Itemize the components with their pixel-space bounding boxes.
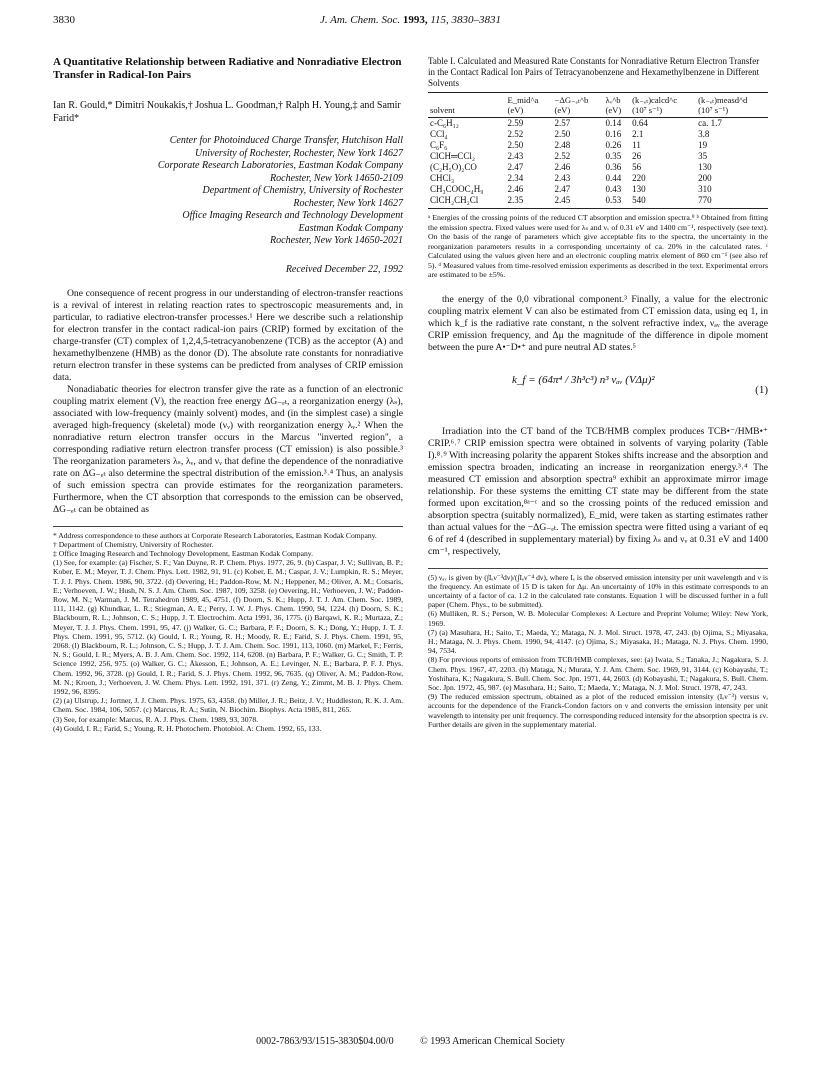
table-cell: 0.36: [605, 162, 622, 172]
table-cell: 2.52: [507, 129, 524, 139]
table-cell: 0.53: [604, 195, 631, 209]
affiliation-line: Rochester, New York 14627: [293, 197, 403, 209]
table-caption: Table I. Calculated and Measured Rate Constants for Nonradiative Return Electron Transfer in the Contact Radical Ion Pairs of Tetracyanobenzene and Hexamethylbenzene in Different Solvents: [428, 56, 760, 88]
table-row: [428, 173, 768, 184]
table-cell: 26: [632, 151, 642, 161]
table-notes: ᵃ Energies of the crossing points of the reduced CT absorption and emission spectra.⁹ ᵇ Obtained from fitting the emission spectra. Fixed values were used for λₛ and νᵥ of 0.31 eV and 1400 cm⁻¹, respectively (see text). On the basis of the range of parameters which give acceptable fits to the spectra, the uncertainty in the reorganization parameters results in a corresponding uncertainty of ca. 20% in the calculated rates. ᶜ Calculated using the values given here and an electronic coupling matrix element of 860 cm⁻¹ (see also ref 5). ᵈ Measured values from time-resolved emission experiments as described in the text. Experimental errors are estimated to be ±5%.: [428, 213, 768, 279]
affiliation-line: University of Rochester, Rochester, New York 14627: [195, 147, 403, 159]
table-cell: 2.46: [554, 162, 571, 172]
table-cell: ca. 1.7: [698, 118, 722, 128]
footnote: (9) The reduced emission spectrum, obtained as a plot of the reduced emission intensity (Iₑν⁻³) versus ν, accounts for the dependence of the Franck-Condon factors on ν and converts the emission intensity per unit wavelength to intensity per unit frequency. The corresponding reduced intensity for the absorption spectra is εν. Further details are given in the supplementary material.: [428, 692, 768, 729]
table-row: [428, 184, 768, 195]
table-cell: 2.47: [507, 162, 524, 172]
footnotes-right: [428, 568, 768, 729]
table-cell: 0.26: [605, 140, 622, 150]
table-cell: CH₃COOC₄H₉: [430, 184, 484, 194]
footnote: (7) (a) Masuhara, H.; Saito, T.; Maeda, Y.; Mataga, N. J. Mol. Struct. 1978, 47, 243. (b) Ojima, S.; Miyasaka, H.; Mataga, N. J. Phys. Chem. 1990, 94, 4147. (c) Ojima, S.; Miyasaka, H.; Mataga, N. J. Phys. Chem. 1990, 94, 7534.: [428, 627, 768, 656]
table-cell: 2.50: [554, 129, 571, 139]
body-paragraph: One consequence of recent progress in our understanding of electron-transfer reactions is a revival of interest in relating reaction rates to spectroscopic measurements and, in particular, to radiative electron-transfer processes.¹ Here we describe such a relationship for electron transfer in the contact radical-ion pairs (CRIP) formed by excitation of the charge-transfer (CT) complex of 1,2,4,5-tetracyanobenzene (TCB) as the acceptor (A) and hexamethylbenzene (HMB) as the donor (D). The absolute rate constants for nonradiative return electron transfer in these systems can be predicted from analyses of CRIP emission data.: [53, 287, 403, 383]
table-header-cell: E_mid^a: [506, 93, 553, 106]
affiliation-line: Center for Photoinduced Charge Transfer, Hutchison Hall: [169, 135, 403, 146]
table-cell: 0.35: [605, 151, 622, 161]
article-code: 0002-7863/93/1515-3830$04.00/0: [256, 1036, 394, 1047]
affiliation-line: Office Imaging Research and Technology Development: [182, 210, 403, 221]
author-list: Ian R. Gould,* Dimitri Noukakis,† Joshua L. Goodman,† Ralph H. Young,‡ and Samir Farid*: [53, 100, 401, 124]
body-paragraph: Irradiation into the CT band of the TCB/HMB complex produces TCB•⁻/HMB•⁺ CRIP.⁶˒⁷ CRIP emission spectra were obtained in solvents of varying polarity (Table I).⁸˒⁹ With increasing polarity the apparent Stokes shifts increase and the absorption and emission spectra broaden, indicating an increase in reorganization energy.³˒⁴ The measured CT emission and absorption spectra⁹ exhibit an approximate mirror image relationship. For these systems the emitting CT state may be different from the state formed upon excitation,⁸ᵃ⁻ᶜ and so the crossing points of the reduced emission and absorption spectra (suitably normalized), E_mid, were taken as starting estimates rather than actual values for the −ΔG₋ₑₜ. The emission spectra were fitted using a variant of eq 6 of ref 4 (described in supplementary material) by fixing λₛ and νᵥ at 0.31 eV and 1400 cm⁻¹, respectively,: [428, 425, 768, 557]
table-header-cell: (eV): [604, 105, 631, 118]
copyright-notice: © 1993 American Chemical Society: [420, 1036, 565, 1047]
table-row: [428, 162, 768, 173]
body-paragraph: Nonadiabatic theories for electron transfer give the rate as a function of an electronic coupling matrix element (V), the reaction free energy ΔG₋ₑₜ, a reorganization energy (λₛ), associated with low-frequency (mainly solvent) modes, and (in the simplest case) a single averaged high-frequency (skeletal) mode (νᵥ) with reorganization energy λᵥ.² When the nonradiative return electron transfer occurs in the Marcus "inverted region", a corresponding radiative return electron transfer process (CT emission) is also possible.³ The reorganization parameters λₛ, λᵥ, and νᵥ that define the dependence of the nonradiative rate on ΔG₋ₑₜ also determine the spectral distribution of the emission.³˒⁴ Thus, an analysis of such emission spectra can provide estimates for the reorganization parameters. Furthermore, when the CT absorption that corresponds to the emission can be observed, ΔG₋ₑₜ can be obtained as: [53, 383, 403, 515]
table-cell: 2.50: [507, 140, 524, 150]
table-row: [428, 151, 768, 162]
running-header: [53, 14, 768, 28]
table-cell: 2.45: [552, 195, 603, 209]
body-paragraph: the energy of the 0,0 vibrational component.³ Finally, a value for the electronic coupling matrix element V can also be estimated from CT emission data, using eq 1, in which k_f is the radiative rate constant, n the solvent refractive index, νₐᵥ the average CRIP emission frequency, and Δμ the magnitude of the difference in dipole moment between the pure A•⁻D•⁺ and pure neutral AD states.⁵: [428, 293, 768, 353]
footnote: (2) (a) Ulstrup, J.; Jortner, J. J. Chem. Phys. 1975, 63, 4358. (b) Miller, J. R.; Beitz, J. V.; Huddleston, R. K. J. Am. Chem. Soc. 1984, 106, 5057. (c) Marcus, R. A.; Sutin, N. Biochim. Biophys. Acta 1985, 811, 265.: [53, 696, 403, 715]
table-cell: (C₂H₅O)₂CO: [430, 162, 477, 172]
table-header-cell: −ΔG₋ₑₜ^b: [552, 93, 603, 106]
table-cell: 2.47: [554, 184, 571, 194]
table-cell: ClCH═CCl₂: [430, 151, 476, 161]
table-header-cell: (eV): [552, 105, 603, 118]
table-cell: CCl₄: [430, 129, 448, 139]
affiliation-line: Rochester, New York 14650-2021: [270, 235, 403, 246]
received-date: Received December 22, 1992: [285, 263, 403, 275]
table-cell: 0.64: [632, 118, 648, 128]
table-cell: 130: [632, 184, 646, 194]
footnote: (3) See, for example: Marcus, R. A. J. Phys. Chem. 1989, 93, 3078.: [53, 714, 259, 724]
table-cell: 770: [696, 195, 768, 209]
table-cell: 2.34: [507, 173, 524, 183]
footnote: * Address correspondence to these authors at Corporate Research Laboratories, Eastman Kodak Company.: [53, 530, 377, 540]
table-cell: 540: [630, 195, 696, 209]
footnotes-left: [53, 526, 403, 733]
table-cell: 0.16: [605, 129, 622, 139]
table-row: [428, 140, 768, 151]
table-cell: 2.35: [506, 195, 553, 209]
table-cell: 310: [698, 184, 712, 194]
table-cell: 2.52: [554, 151, 571, 161]
table-header-cell: (k₋ₑₜ)measd^d: [696, 93, 768, 106]
table-header-cell: [428, 93, 506, 106]
table-cell: c-C₆H₁₂: [430, 118, 459, 128]
table-row: [428, 129, 768, 140]
rate-constants-table: [428, 92, 768, 209]
left-column: [53, 56, 403, 733]
table-cell: 2.43: [507, 151, 524, 161]
page-number: 3830: [53, 14, 75, 26]
table-row: [428, 195, 768, 209]
equation-1: [428, 360, 768, 416]
journal-citation: J. Am. Chem. Soc. 1993, 115, 3830–3831: [319, 14, 502, 26]
affiliation-line: Corporate Research Laboratories, Eastman Kodak Company: [157, 160, 403, 171]
footnote: (1) See, for example: (a) Fischer, S. F.; Van Duyne, R. P. Chem. Phys. 1977, 26, 9. (b) Caspar, J. V.; Sullivan, B. P.; Kober, E. M.; Meyer, T. J. Chem. Phys. Lett. 1982, 91, 91. (c) Kober, E. M.; Caspar, J. V.; Lumpkin, R. S.; Meyer, T. J. J. Phys. Chem. 1986, 90, 3722. (d) Oevering, H.; Paddon-Row, M. N.; Heppener, M.; Oliver, A. M.; Cotsaris, E.; Verhoeven, J. W.; Hush, N. S. J. Am. Chem. Soc. 1987, 109, 3258. (e) Oevering, H.; Verhoeven, J. W.; Paddon-Row, M. N.; Warman, J. M. Tetrahedron 1989, 45, 4751. (f) Doorn, S. K.; Hupp, J. T. J. Am. Chem. Soc. 1989, 111, 1142. (g) Khundkar, L. R.; Stiegman, A. E.; Perry, J. W. J. Phys. Chem. 1990, 94, 1224. (h) Doorn, S. K.; Blackbourn, R. L.; Johnson, C. S.; Hupp, J. T. Electrochim. Acta 1991, 36, 1775. (i) Barqawi, K. R.; Murtaza, Z.; Meyer, T. J. J. Phys. Chem. 1991, 95, 47. (j) Walker, G. C.; Barbara, P. F.; Doorn, S. K.; Dong, Y.; Hupp, J. T. J. Phys. Chem. 1991, 95, 5712. (k) Gould, I. R.; Young, R. H.; Moody, R. E.; Farid, S. J. Phys. Chem. 1991, 95, 2068. (l) Blackbourn, R. L.; Johnson, C. S.; Hupp, J. T. J. Am. Chem. Soc. 1991, 113, 1060. (m) Markel, F.; Ferris, N. S.; Gould, I. R.; Myers, A. B. J. Am. Chem. Soc. 1992, 114, 6208. (n) Barbara, P. F.; Walker, G. C.; Smith, T. P. Science 1992, 256, 975. (o) Walker, G. C.; Åkesson, E.; Johnson, A. E.; Levinger, N. E.; Barbara, P. F. J. Phys. Chem. 1992, 96, 3728. (p) Gould, I. R.; Farid, S. J. Phys. Chem. 1992, 96, 7635. (q) Oliver, A. M.; Paddon-Row, M. N.; Kroon, J.; Verhoeven, J. W. Chem. Phys. Lett. 1992, 191, 371. (r) Zeng, Y.; Zimmt, M. B. J. Phys. Chem. 1992, 96, 8395.: [53, 558, 403, 696]
table-header-cell: (10⁷ s⁻¹): [630, 105, 696, 118]
table-cell: 0.44: [605, 173, 622, 183]
table-row: [428, 118, 768, 130]
affiliations: [53, 135, 403, 248]
table-cell: 19: [698, 140, 708, 150]
table-cell: 0.14: [605, 118, 622, 128]
footnote: (6) Mulliken, R. S.; Person, W. B. Molecular Complexes: A Lecture and Preprint Volume; Wiley: New York, 1969.: [428, 609, 768, 628]
table-cell: 2.59: [507, 118, 524, 128]
table-header-cell: λᵥ^b: [604, 93, 631, 106]
footnote: (8) For previous reports of emission from TCB/HMB complexes, see: (a) Iwata, S.; Tanaka, J.; Nagakura, S. J. Chem. Phys. 1967, 47, 2203. (b) Mataga, N.; Murata, Y. J. Am. Chem. Soc. 1969, 91, 3144. (c) Kobayashi, T.; Yoshihara, K.; Nagakura, S. Bull. Chem. Soc. Jpn. 1971, 44, 2603. (d) Kobayashi, T.; Nagakura, S. Bull. Chem. Soc. Jpn. 1972, 45, 987. (e) Masuhara, H.; Saito, T.; Maeda, Y.; Mataga, N. J. Mol. Struct. 1978, 47, 243.: [428, 655, 768, 692]
equation-number: (1): [755, 383, 768, 396]
footnote: (4) Gould, I. R.; Farid, S.; Young, R. H. Photochem. Photobiol. A: Chem. 1992, 65, 133.: [53, 723, 322, 733]
article-title: A Quantitative Relationship between Radiative and Nonradiative Electron Transfer in Radical-Ion Pairs: [53, 56, 402, 81]
table-header-cell: (eV): [506, 105, 553, 118]
table-cell: 2.1: [632, 129, 644, 139]
table-header-cell: solvent: [428, 105, 506, 118]
equation-text: k_f = (64π⁴ / 3h³c³) n³ νₐᵥ (VΔμ)²: [512, 373, 655, 386]
affiliation-line: Eastman Kodak Company: [298, 222, 403, 234]
page-footer: [0, 1036, 821, 1047]
table-header-cell: (k₋ₑₜ)calcd^c: [630, 93, 696, 106]
table-cell: C₆F₆: [430, 140, 448, 150]
table-cell: 220: [632, 173, 646, 183]
affiliation-line: Rochester, New York 14650-2109: [270, 172, 403, 184]
table-cell: 130: [698, 162, 712, 172]
table-cell: 35: [698, 151, 708, 161]
table-cell: 2.43: [554, 173, 571, 183]
footnote: ‡ Office Imaging Research and Technology Development, Eastman Kodak Company.: [53, 548, 313, 558]
table-cell: 3.8: [698, 129, 710, 139]
table-cell: 2.48: [554, 140, 571, 150]
table-cell: 200: [698, 173, 712, 183]
table-cell: 2.57: [554, 118, 571, 128]
affiliation-line: Department of Chemistry, University of Rochester: [202, 185, 403, 196]
footnote: † Department of Chemistry, University of Rochester.: [53, 539, 214, 549]
table-cell: 0.43: [605, 184, 622, 194]
right-column: [428, 56, 768, 729]
table-cell: ClCH₂CH₂Cl: [428, 195, 506, 209]
table-cell: 2.46: [507, 184, 524, 194]
table-header-cell: (10⁷ s⁻¹): [696, 105, 768, 118]
table-cell: 56: [632, 162, 642, 172]
table-cell: CHCl₃: [430, 173, 455, 183]
table-cell: 11: [632, 140, 641, 150]
footnote: (5) νₐᵥ is given by (∫Iₑν⁻³dν)/(∫Iₑν⁻⁴ dν), where Iₑ is the observed emission intensity per unit wavelength and ν is the frequency. An estimate of 15 D is taken for Δμ. An uncertainty of 10% in this estimate corresponds to an uncertainty of a factor of ca. 1.2 in the calculated rate constants. Equation 1 will be discussed further in a full paper (Chem. Phys., to be submitted).: [428, 572, 768, 610]
